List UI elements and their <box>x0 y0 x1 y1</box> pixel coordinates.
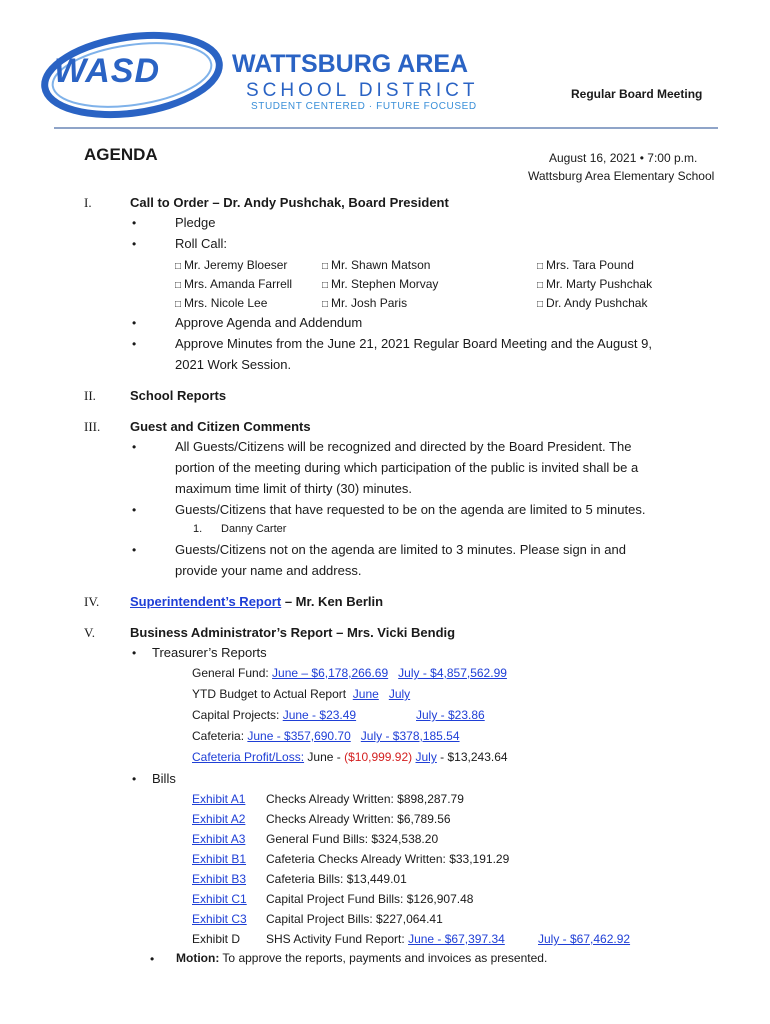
bullet: • <box>132 543 137 557</box>
exhibit-a3-desc: General Fund Bills: $324,538.20 <box>266 832 439 846</box>
meeting-date: August 16, 2021 • 7:00 p.m. <box>549 151 698 165</box>
exhibit-b3-link[interactable]: Exhibit B3 <box>192 872 247 886</box>
guest-rule-line3: maximum time limit of thirty (30) minutes. <box>175 481 412 496</box>
cafeteria-june-link[interactable]: June - $357,690.70 <box>247 729 351 743</box>
capital-projects-june-link[interactable]: June - $23.49 <box>282 708 357 722</box>
guest-walkin-line1: Guests/Citizens not on the agenda are limited to 3 minutes. Please sign in and <box>175 542 626 557</box>
exhibit-c3-link[interactable]: Exhibit C3 <box>192 912 247 926</box>
bullet: • <box>132 316 137 330</box>
roll-call-entry: □ Mrs. Tara Pound <box>537 258 634 272</box>
agenda-title: AGENDA <box>84 145 158 164</box>
exhibit-d-june-link[interactable]: June - $67,397.34 <box>408 932 505 946</box>
district-tagline: STUDENT CENTERED · FUTURE FOCUSED <box>251 101 477 112</box>
capital-projects-row: Capital Projects: June - $23.49 <box>192 708 357 722</box>
section-3-numeral: III. <box>84 419 101 434</box>
guest-rule-line1: All Guests/Citizens will be recognized and directed by the Board President. The <box>175 439 632 454</box>
section-5-numeral: V. <box>84 625 95 640</box>
pledge-item: Pledge <box>175 215 216 230</box>
section-2-numeral: II. <box>84 388 96 403</box>
motion-label: Motion: <box>176 951 220 965</box>
cafeteria-pl-july-link[interactable]: July <box>415 750 437 764</box>
checkbox-icon: □ <box>322 280 329 291</box>
meeting-location: Wattsburg Area Elementary School <box>528 169 715 183</box>
exhibit-b1-desc: Cafeteria Checks Already Written: $33,191.29 <box>266 852 510 866</box>
exhibit-c3-desc: Capital Project Bills: $227,064.41 <box>266 912 443 926</box>
section-4-title <box>130 594 383 609</box>
cafeteria-july-link[interactable]: July - $378,185.54 <box>360 729 460 743</box>
meeting-type: Regular Board Meeting <box>571 87 703 101</box>
bullet: • <box>132 772 137 786</box>
section-2-title: School Reports <box>130 388 227 403</box>
bullet: • <box>150 952 155 966</box>
bullet: • <box>132 503 137 517</box>
approve-agenda-item: Approve Agenda and Addendum <box>175 315 363 330</box>
motion-line <box>176 951 547 965</box>
checkbox-icon: □ <box>322 299 329 310</box>
exhibit-a1-desc: Checks Already Written: $898,287.79 <box>266 792 464 806</box>
checkbox-icon: □ <box>322 261 329 272</box>
roll-call-entry: □ Mr. Jeremy Bloeser <box>175 258 288 272</box>
section-4-presenter: – Mr. Ken Berlin <box>281 594 384 609</box>
approve-minutes-line2: 2021 Work Session. <box>175 357 292 372</box>
bullet: • <box>132 237 137 251</box>
exhibit-a2-desc: Checks Already Written: $6,789.56 <box>266 812 451 826</box>
ytd-june-link[interactable]: June <box>352 687 379 701</box>
roll-call-entry: □ Mr. Shawn Matson <box>322 258 431 272</box>
bullet: • <box>132 337 137 351</box>
roll-call-entry: □ Mr. Marty Pushchak <box>537 277 653 291</box>
checkbox-icon: □ <box>537 299 544 310</box>
roll-call-entry: □ Mrs. Amanda Farrell <box>175 277 293 291</box>
exhibit-a3-link[interactable]: Exhibit A3 <box>192 832 246 846</box>
approve-minutes-line1: Approve Minutes from the June 21, 2021 Regular Board Meeting and the August 9, <box>175 336 652 351</box>
guest-walkin-line2: provide your name and address. <box>175 563 362 578</box>
cafeteria-row: Cafeteria: June - $357,690.70 July - $378,185.54 <box>192 729 460 743</box>
checkbox-icon: □ <box>175 299 182 310</box>
treasurer-reports-heading: Treasurer’s Reports <box>152 645 267 660</box>
logo-abbr: WASD <box>54 52 160 90</box>
speaker-name: Danny Carter <box>221 523 287 535</box>
motion-text: To approve the reports, payments and invoices as presented. <box>219 951 548 965</box>
cafeteria-june-loss-value: ($10,999.92) <box>344 750 413 764</box>
speaker-number: 1. <box>193 523 203 535</box>
exhibit-d-row: SHS Activity Fund Report: June - $67,397.34 <box>266 932 505 946</box>
exhibit-c1-desc: Capital Project Fund Bills: $126,907.48 <box>266 892 474 906</box>
exhibit-a1-link[interactable]: Exhibit A1 <box>192 792 246 806</box>
exhibit-a2-link[interactable]: Exhibit A2 <box>192 812 246 826</box>
cafeteria-profit-loss-row: Cafeteria Profit/Loss: June - ($10,999.92) July - $13,243.64 <box>192 750 508 764</box>
roll-call-item: Roll Call: <box>175 236 228 251</box>
bullet: • <box>132 216 137 230</box>
section-5-title: Business Administrator’s Report – Mrs. Vicki Bendig <box>130 625 456 640</box>
general-fund-row: General Fund: June – $6,178,266.69 July - $4,857,562.99 <box>192 666 507 680</box>
district-name-line1: WATTSBURG AREA <box>232 50 469 78</box>
exhibit-b1-link[interactable]: Exhibit B1 <box>192 852 247 866</box>
guest-requested-rule: Guests/Citizens that have requested to be on the agenda are limited to 5 minutes. <box>175 502 646 517</box>
capital-projects-july-link[interactable]: July - $23.86 <box>416 708 485 722</box>
exhibit-d-july-link[interactable]: July - $67,462.92 <box>538 932 631 946</box>
checkbox-icon: □ <box>175 280 182 291</box>
roll-call-entry: □ Mr. Josh Paris <box>322 296 408 310</box>
bullet: • <box>132 440 137 454</box>
section-1-title: Call to Order – Dr. Andy Pushchak, Board President <box>130 195 449 210</box>
general-fund-june-link[interactable]: June – $6,178,266.69 <box>272 666 389 680</box>
ytd-july-link[interactable]: July <box>388 687 411 701</box>
ytd-budget-row: YTD Budget to Actual Report June July <box>192 687 411 701</box>
section-3-title: Guest and Citizen Comments <box>130 419 311 434</box>
header-divider <box>54 127 718 129</box>
district-name-line2: SCHOOL DISTRICT <box>246 80 479 101</box>
section-1-numeral: I. <box>84 195 92 210</box>
roll-call-entry: □ Mr. Stephen Morvay <box>322 277 439 291</box>
exhibit-c1-link[interactable]: Exhibit C1 <box>192 892 247 906</box>
exhibit-b3-desc: Cafeteria Bills: $13,449.01 <box>266 872 407 886</box>
checkbox-icon: □ <box>537 280 544 291</box>
cafeteria-profit-loss-link[interactable]: Cafeteria Profit/Loss: <box>192 750 305 764</box>
roll-call-entry: □ Dr. Andy Pushchak <box>537 296 648 310</box>
bullet: • <box>132 646 137 660</box>
checkbox-icon: □ <box>175 261 182 272</box>
exhibit-d-label: Exhibit D <box>192 932 241 946</box>
general-fund-july-link[interactable]: July - $4,857,562.99 <box>398 666 507 680</box>
guest-rule-line2: portion of the meeting during which participation of the public is invited shall be a <box>175 460 639 475</box>
bills-heading: Bills <box>152 771 176 786</box>
checkbox-icon: □ <box>537 261 544 272</box>
superintendent-report-link[interactable]: Superintendent’s Report <box>130 594 282 609</box>
section-4-numeral: IV. <box>84 594 100 609</box>
roll-call-entry: □ Mrs. Nicole Lee <box>175 296 268 310</box>
